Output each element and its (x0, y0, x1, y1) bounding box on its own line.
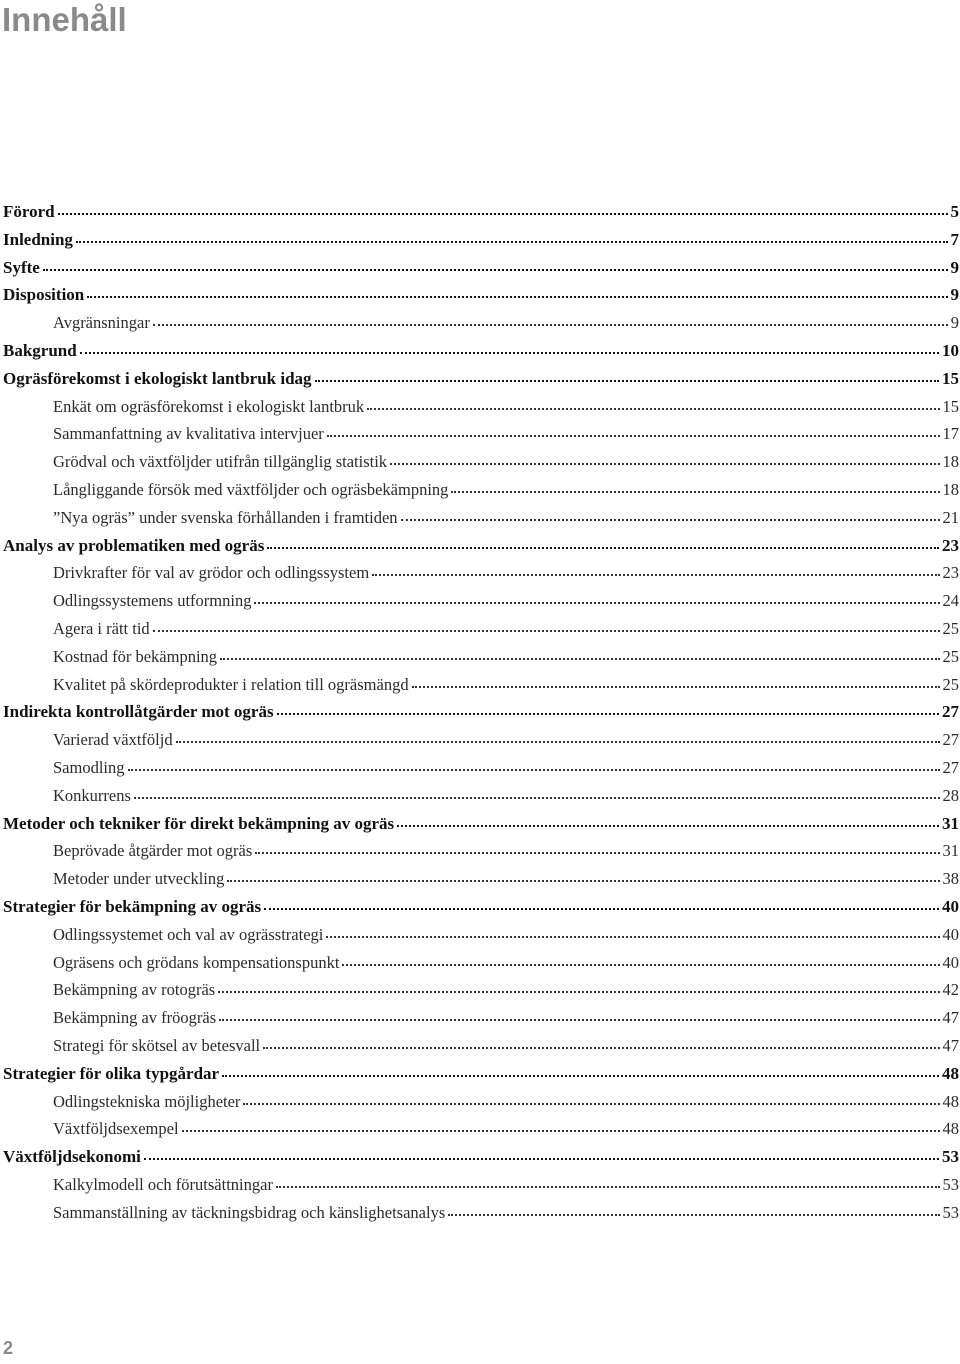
dot-leader (367, 408, 939, 410)
toc-chapter-entry[interactable] (3, 1147, 959, 1175)
toc-chapter-entry[interactable] (3, 369, 959, 397)
toc-entry-page-number: 27 (942, 757, 959, 777)
toc-chapter-entry[interactable] (3, 341, 959, 369)
dot-leader (254, 602, 939, 604)
dot-leader (182, 1130, 940, 1132)
dot-leader (397, 825, 939, 827)
toc-entry-title: Samodling (53, 757, 125, 777)
toc-entry-title: Sammanställning av täckningsbidrag och känslighetsanalys (53, 1202, 446, 1222)
toc-section-entry[interactable] (3, 1203, 959, 1231)
toc-entry-page-number: 9 (950, 313, 959, 333)
page-number: 2 (3, 1338, 14, 1358)
toc-section-entry[interactable] (3, 1092, 959, 1120)
toc-entry-page-number: 25 (942, 618, 959, 638)
toc-entry-page-number: 28 (942, 785, 959, 805)
toc-entry-page-number: 15 (942, 396, 959, 416)
toc-section-entry[interactable] (3, 591, 959, 619)
toc-entry-title: Bekämpning av fröogräs (53, 1008, 217, 1028)
toc-section-entry[interactable] (3, 980, 959, 1008)
dot-leader (342, 964, 939, 966)
dot-leader (243, 1103, 939, 1105)
toc-entry-page-number: 27 (942, 702, 959, 722)
toc-entry-title: Förord (3, 202, 55, 221)
dot-leader (76, 241, 948, 243)
dot-leader (144, 1158, 939, 1160)
toc-chapter-entry[interactable] (3, 536, 959, 564)
toc-chapter-entry[interactable] (3, 814, 959, 842)
toc-entry-title: Metoder under utveckling (53, 869, 225, 889)
toc-chapter-entry[interactable] (3, 1064, 959, 1092)
toc-entry-title: Kalkylmodell och förutsättningar (53, 1174, 273, 1194)
toc-entry-page-number: 31 (942, 841, 959, 861)
toc-entry-page-number: 38 (942, 869, 959, 889)
toc-entry-title: Ogräsens och grödans kompensationspunkt (53, 952, 340, 972)
dot-leader (277, 713, 939, 715)
toc-entry-page-number: 53 (942, 1202, 959, 1222)
toc-entry-page-number: 18 (942, 479, 959, 499)
toc-section-entry[interactable] (3, 1119, 959, 1147)
dot-leader (412, 686, 940, 688)
dot-leader (327, 435, 940, 437)
dot-leader (372, 574, 939, 576)
toc-section-entry[interactable] (3, 508, 959, 536)
toc-entry-title: ”Nya ogräs” under svenska förhållanden i framtiden (53, 507, 398, 527)
toc-section-entry[interactable] (3, 313, 959, 341)
toc-entry-title: Odlingssystemet och val av ogrässtrategi (53, 924, 324, 944)
toc-entry-title: Långliggande försök med växtföljder och ogräsbekämpning (53, 479, 449, 499)
toc-entry-title: Inledning (3, 229, 73, 249)
dot-leader (80, 352, 939, 354)
dot-leader (264, 908, 939, 910)
toc-entry-title: Kostnad för bekämpning (53, 646, 218, 666)
toc-entry-page-number: 40 (942, 896, 959, 916)
toc-entry-title: Sammanfattning av kvalitativa intervjuer (53, 424, 324, 444)
toc-entry-page-number: 47 (942, 1008, 959, 1028)
toc-entry-page-number: 24 (942, 591, 959, 611)
toc-entry-page-number: 9 (950, 285, 959, 305)
toc-entry-title: Varierad växtföljd (53, 730, 173, 750)
toc-section-entry[interactable] (3, 563, 959, 591)
toc-entry-title: Indirekta kontrollåtgärder mot ogräs (3, 702, 274, 722)
toc-entry-title: Agera i rätt tid (53, 618, 150, 638)
toc-section-entry[interactable] (3, 869, 959, 897)
dot-leader (153, 324, 948, 326)
toc-entry-page-number: 21 (942, 507, 959, 527)
toc-entry-page-number: 23 (942, 535, 959, 555)
toc-entry-page-number: 48 (942, 1119, 959, 1139)
toc-entry-title: Odlingssystemens utformning (53, 591, 252, 611)
toc-entry-title: Strategier för bekämpning av ogräs (3, 896, 262, 916)
toc-section-entry[interactable] (3, 1008, 959, 1036)
dot-leader (222, 1075, 939, 1077)
toc-entry-page-number: 31 (942, 813, 959, 833)
toc-entry-title: Odlingstekniska möjligheter (53, 1091, 241, 1111)
toc-entry-title: Kvalitet på skördeprodukter i relation till ogräsmängd (53, 674, 409, 694)
toc-section-entry[interactable] (3, 730, 959, 758)
toc-entry-page-number: 48 (942, 1091, 959, 1111)
dot-leader (43, 269, 948, 271)
toc-section-entry[interactable] (3, 841, 959, 869)
dot-leader (87, 296, 947, 298)
dot-leader (448, 1214, 939, 1216)
toc-entry-page-number: 47 (942, 1035, 959, 1055)
toc-entry-page-number: 7 (950, 229, 959, 249)
dot-leader (176, 741, 940, 743)
toc-entry-title: Växtföljdsexempel (53, 1119, 179, 1139)
toc-entry-title: Avgränsningar (53, 313, 150, 333)
toc-entry-title: Bekämpning av rotogräs (53, 980, 216, 1000)
toc-chapter-entry[interactable] (3, 285, 959, 313)
toc-entry-page-number: 53 (942, 1174, 959, 1194)
toc-entry-title: Analys av problematiken med ogräs (3, 535, 265, 555)
toc-entry-title: Grödval och växtföljder utifrån tillgänglig statistik (53, 452, 388, 472)
toc-section-entry[interactable] (3, 397, 959, 425)
toc-entry-title: Disposition (3, 285, 85, 305)
toc-entry-title: Syfte (3, 257, 40, 277)
toc-section-entry[interactable] (3, 452, 959, 480)
toc-section-entry[interactable] (3, 925, 959, 953)
toc-section-entry[interactable] (3, 675, 959, 703)
table-of-contents (3, 202, 959, 1230)
dot-leader (451, 491, 939, 493)
dot-leader (128, 769, 940, 771)
dot-leader (267, 547, 939, 549)
toc-entry-page-number: 15 (942, 368, 959, 388)
toc-entry-page-number: 17 (942, 424, 959, 444)
dot-leader (315, 380, 939, 382)
dot-leader (134, 797, 940, 799)
dot-leader (276, 1186, 940, 1188)
dot-leader (58, 213, 948, 215)
toc-section-entry[interactable] (3, 619, 959, 647)
toc-entry-page-number: 18 (942, 452, 959, 472)
toc-section-entry[interactable] (3, 758, 959, 786)
toc-chapter-entry[interactable] (3, 230, 959, 258)
toc-entry-title: Konkurrens (53, 785, 131, 805)
toc-entry-page-number: 10 (942, 340, 959, 360)
toc-entry-title: Växtföljdsekonomi (3, 1147, 141, 1167)
toc-entry-page-number: 25 (942, 674, 959, 694)
toc-entry-page-number: 5 (950, 202, 959, 221)
toc-section-entry[interactable] (3, 424, 959, 452)
toc-chapter-entry[interactable] (3, 258, 959, 286)
dot-leader (326, 936, 939, 938)
toc-entry-title: Drivkrafter för val av grödor och odlingssystem (53, 563, 370, 583)
dot-leader (218, 991, 939, 993)
toc-section-entry[interactable] (3, 480, 959, 508)
toc-entry-page-number: 27 (942, 730, 959, 750)
toc-section-entry[interactable] (3, 786, 959, 814)
toc-entry-title: Metoder och tekniker för direkt bekämpning av ogräs (3, 813, 395, 833)
toc-entry-title: Enkät om ogräsförekomst i ekologiskt lantbruk (53, 396, 365, 416)
toc-entry-page-number: 25 (942, 646, 959, 666)
toc-entry-title: Strategi för skötsel av betesvall (53, 1035, 261, 1055)
toc-section-entry[interactable] (3, 647, 959, 675)
toc-chapter-entry[interactable] (3, 897, 959, 925)
page-title: Innehåll (2, 1, 127, 38)
toc-entry-page-number: 53 (942, 1147, 959, 1167)
dot-leader (263, 1047, 939, 1049)
toc-entry-page-number: 42 (942, 980, 959, 1000)
toc-entry-page-number: 9 (950, 257, 959, 277)
dot-leader (390, 463, 939, 465)
dot-leader (219, 1019, 939, 1021)
dot-leader (153, 630, 940, 632)
toc-entry-title: Ogräsförekomst i ekologiskt lantbruk idag (3, 368, 312, 388)
toc-section-entry[interactable] (3, 1036, 959, 1064)
toc-chapter-entry[interactable] (3, 702, 959, 730)
toc-entry-page-number: 40 (942, 924, 959, 944)
dot-leader (220, 658, 939, 660)
toc-entry-title: Strategier för olika typgårdar (3, 1063, 220, 1083)
dot-leader (401, 519, 940, 521)
toc-section-entry[interactable] (3, 1175, 959, 1203)
toc-entry-title: Bakgrund (3, 340, 77, 360)
toc-entry-page-number: 40 (942, 952, 959, 972)
toc-entry-page-number: 23 (942, 563, 959, 583)
toc-entry-page-number: 48 (942, 1063, 959, 1083)
toc-chapter-entry[interactable] (3, 202, 959, 230)
toc-entry-title: Beprövade åtgärder mot ogräs (53, 841, 253, 861)
toc-section-entry[interactable] (3, 953, 959, 981)
dot-leader (255, 852, 939, 854)
dot-leader (227, 880, 939, 882)
